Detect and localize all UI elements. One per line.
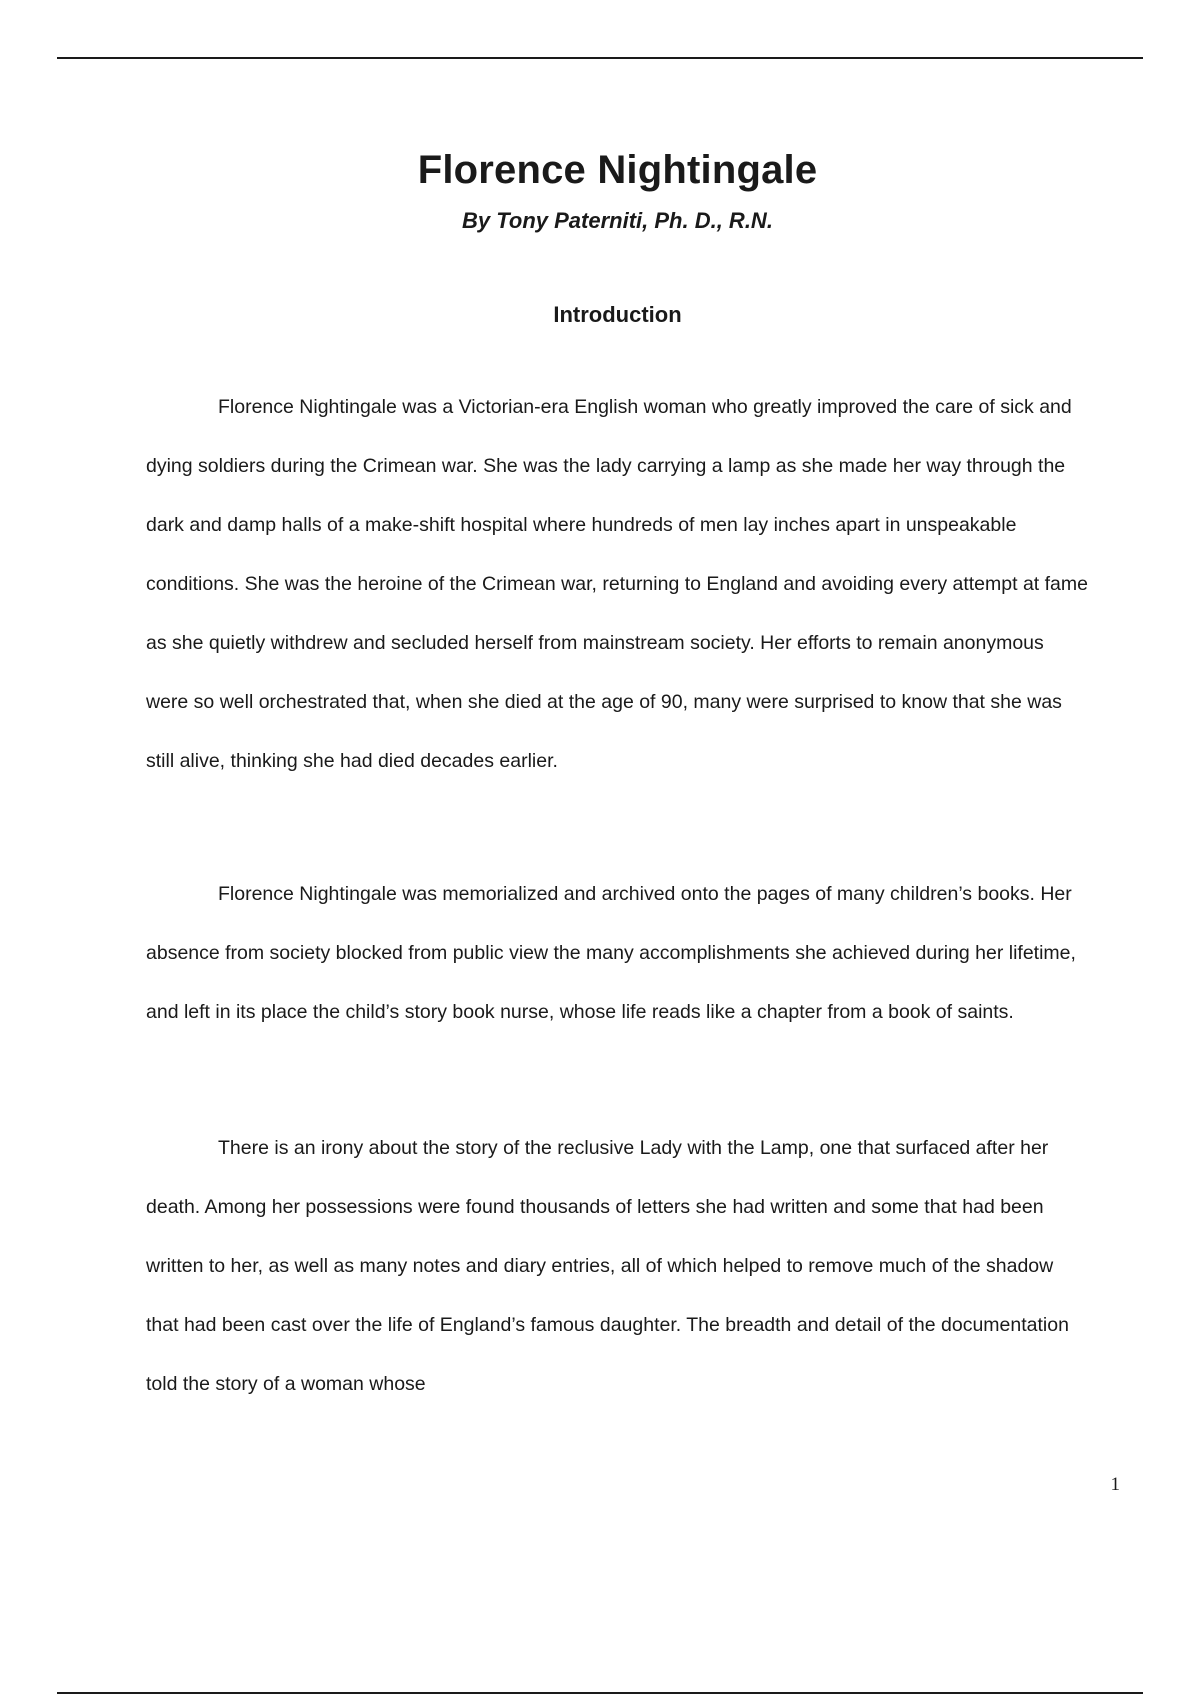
author-byline: By Tony Paterniti, Ph. D., R.N. bbox=[462, 208, 773, 233]
page-number: 1 bbox=[1110, 1474, 1120, 1495]
footer-rule bbox=[57, 1692, 1143, 1694]
document-title: Florence Nightingale bbox=[417, 148, 818, 192]
section-heading-introduction: Introduction bbox=[553, 302, 682, 327]
paragraph-1: Florence Nightingale was a Victorian-era English woman who greatly improved the care of sick and dying soldiers during the Crimean war. She was the lady carrying a lamp as she made her way through the dark and damp halls of a make-shift hospital where hundreds of men lay inches apart in unspeakable conditions. She was the heroine of the Crimean war, returning to England and avoiding every attempt at fame as she quietly withdrew and secluded herself from mainstream society. Her efforts to remain anonymous were so well orchestrated that, when she died at the age of 90, many were surprised to know that she was still alive, thinking she had died decades earlier. bbox=[146, 396, 1088, 772]
header-rule bbox=[57, 57, 1143, 59]
paragraph-2: Florence Nightingale was memorialized and archived onto the pages of many children’s books. Her absence from society blocked from public view the many accomplishments she achieved during her lifetime, and left in its place the child’s story book nurse, whose life reads like a chapter from a book of saints. bbox=[146, 883, 1076, 1023]
paragraph-3: There is an irony about the story of the reclusive Lady with the Lamp, one that surfaced after her death. Among her possessions were found thousands of letters she had written and some that had been written to her, as well as many notes and diary entries, all of which helped to remove much of the shadow that had been cast over the life of England’s famous daughter. The breadth and detail of the documentation told the story of a woman whose bbox=[146, 1137, 1069, 1395]
